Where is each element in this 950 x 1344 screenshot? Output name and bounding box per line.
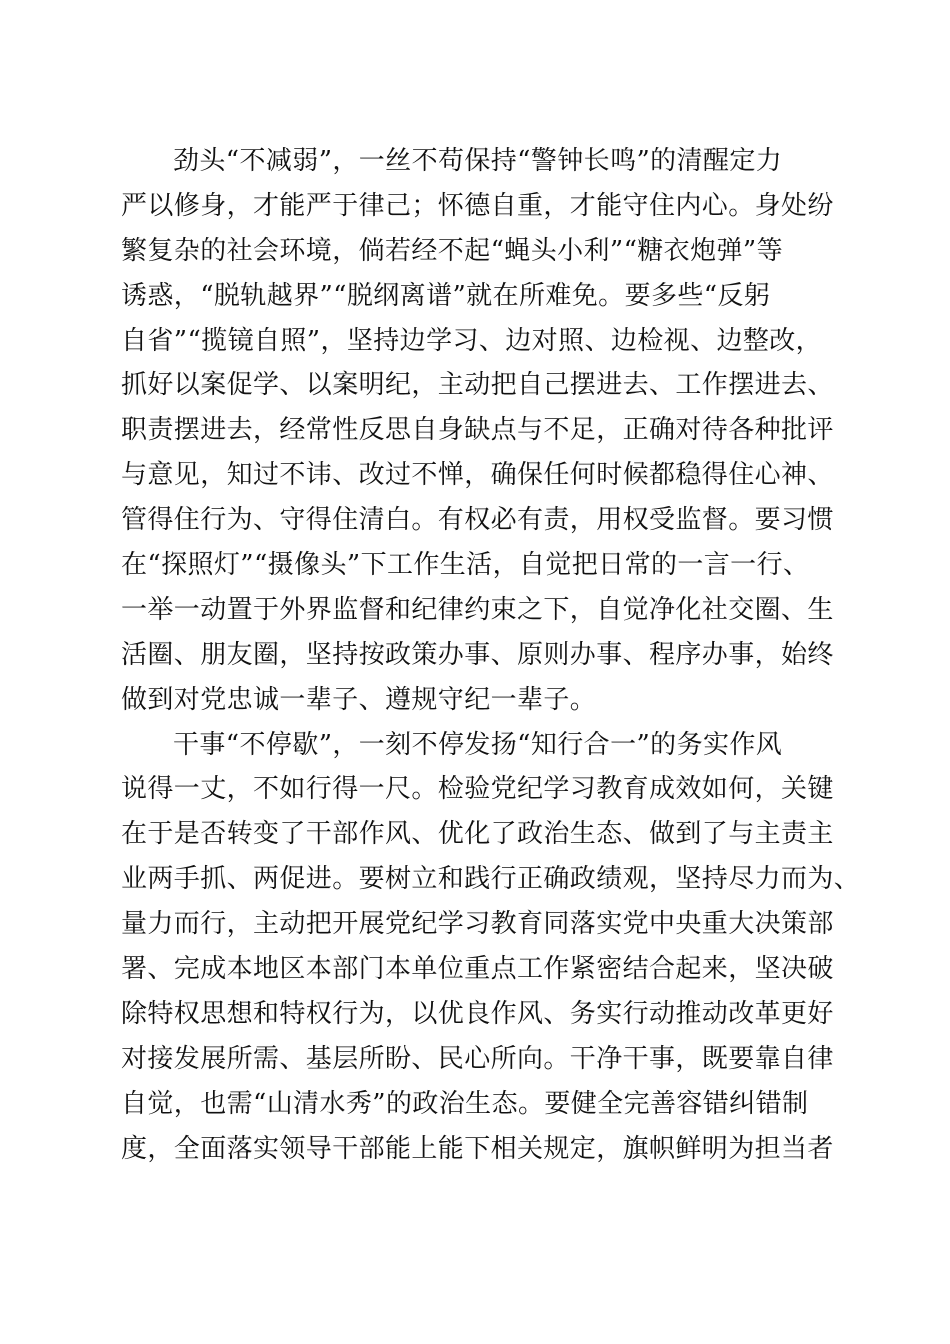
paragraph-2-line: 自觉，也需“山清水秀”的政治生态。要健全完善容错纠错制 xyxy=(121,1088,809,1119)
paragraph-1-line: 诱惑，“脱轨越界”“脱纲离谱”就在所难免。要多些“反躬 xyxy=(121,280,771,311)
paragraph-1-line: 职责摆进去，经常性反思自身缺点与不足，正确对待各种批评 xyxy=(121,415,834,446)
paragraph-1-line: 在“探照灯”“摄像头”下工作生活，自觉把日常的一言一行、 xyxy=(121,550,810,581)
paragraph-1-line: 自省”“揽镜自照”，坚持边学习、边对照、边检视、边整改， xyxy=(121,325,823,356)
paragraph-1-line: 繁复杂的社会环境，倘若经不起“蝇头小利”“糖衣炮弹”等 xyxy=(121,235,783,266)
paragraph-2-line: 除特权思想和特权行为，以优良作风、务实行动推动改革更好 xyxy=(121,998,834,1029)
paragraph-2-line: 对接发展所需、基层所盼、民心所向。干净干事，既要靠自律 xyxy=(121,1043,834,1074)
document-body xyxy=(121,139,861,1171)
paragraph-1-line: 活圈、朋友圈，坚持按政策办事、原则办事、程序办事，始终 xyxy=(121,639,834,670)
paragraph-1-line: 抓好以案促学、以案明纪，主动把自己摆进去、工作摆进去、 xyxy=(121,370,834,401)
paragraph-1-line: 严以修身，才能严于律己；怀德自重，才能守住内心。身处纷 xyxy=(121,190,834,221)
paragraph-2-line: 度，全面落实领导干部能上能下相关规定，旗帜鲜明为担当者 xyxy=(121,1133,834,1164)
paragraph-1-line: 与意见，知过不讳、改过不惮，确保任何时候都稳得住心神、 xyxy=(121,460,834,491)
paragraph-1-heading-line: 劲头“不减弱”，一丝不苟保持“警钟长鸣”的清醒定力 xyxy=(173,146,783,176)
paragraph-2-line: 在于是否转变了干部作风、优化了政治生态、做到了与主责主 xyxy=(121,819,834,850)
paragraph-2-heading-line: 干事“不停歇”，一刻不停发扬“知行合一”的务实作风 xyxy=(173,729,783,760)
paragraph-2-line: 说得一丈，不如行得一尺。检验党纪学习教育成效如何，关键 xyxy=(121,774,834,805)
paragraph-2-line: 量力而行，主动把开展党纪学习教育同落实党中央重大决策部 xyxy=(121,909,834,940)
paragraph-2-line: 业两手抓、两促进。要树立和践行正确政绩观，坚持尽力而为、 xyxy=(121,864,861,895)
paragraph-1-line: 管得住行为、守得住清白。有权必有责，用权受监督。要习惯 xyxy=(121,505,834,536)
paragraph-2-line: 署、完成本地区本部门本单位重点工作紧密结合起来，坚决破 xyxy=(121,954,834,985)
paragraph-1-line: 一举一动置于外界监督和纪律约束之下，自觉净化社交圈、生 xyxy=(121,594,834,625)
paragraph-1-line: 做到对党忠诚一辈子、遵规守纪一辈子。 xyxy=(121,684,597,715)
